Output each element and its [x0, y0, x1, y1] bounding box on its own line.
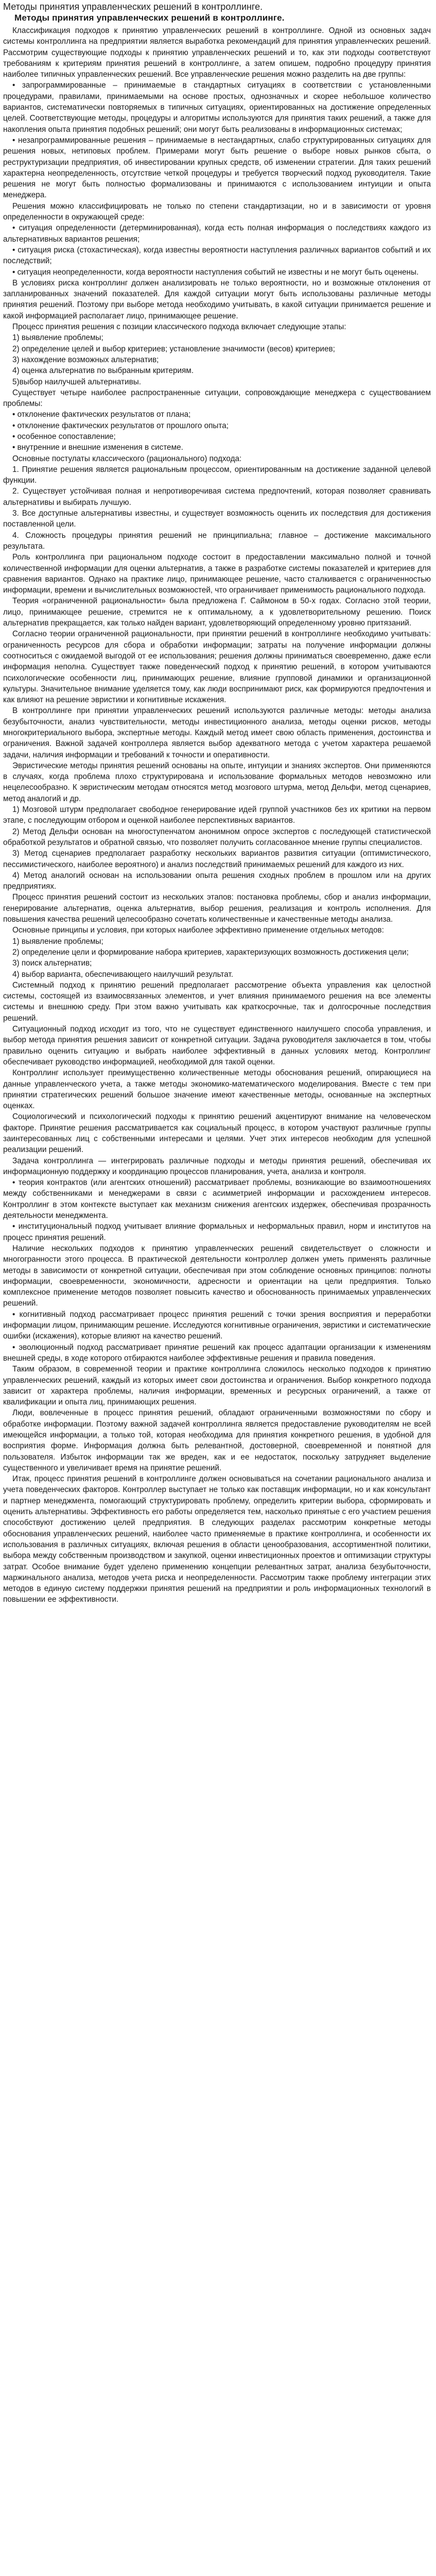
paragraph: Процесс принятия решения с позиции классического подхода включает следующие этапы: — [12, 323, 346, 332]
paragraph: 1) выявление проблемы; — [12, 333, 103, 343]
paragraph: Ситуационный подход исходит из того, что не существует единственного наилучшего способа управления, и выбор метода принятия решения зависит от конкретной ситуации. Задача руководителя заключается в том, чтобы правильно оценить ситуацию и выбрать наиболее эффективный в данных условиях метод. Контроллинг обеспечивает руководство информацией, необходимой для такой оценки. — [3, 1025, 431, 1066]
paragraph: • эволюционный подход рассматривает принятие решений как процесс адаптации организации к изменениям внешней среды, в ходе которого отбираются наиболее эффективные решения и правила поведения. — [3, 1343, 431, 1363]
paragraph: Таким образом, в современной теории и практике контроллинга сложилось несколько подходов к принятию управленческих решений, каждый из которых имеет свои достоинства и ограничения. Выбор конкретного подхода зависит от характера проблемы, наличия информации, временных и ресурсных ограничений, а также от квалификации и опыта лиц, принимающих решения. — [3, 1365, 431, 1407]
paragraph: Основные постулаты классического (рационального) подхода: — [12, 454, 242, 463]
paragraph: 2. Существует устойчивая полная и непротиворечивая система предпочтений, которая позволяет сравнивать альтернативы и выбирать лучшую. — [3, 487, 431, 507]
paragraph: Задача контроллинга — интегрировать различные подходы и методы принятия решений, обеспечивая их информационную поддержку и координацию процессов планирования, учета, анализа и контроля. — [3, 1156, 431, 1176]
paragraph: 3) Метод сценариев предполагает разработку нескольких вариантов развития ситуации (оптимистического, пессимистического, наиболее вероятного) и анализ последствий принимаемых решений для каждого из них. — [3, 849, 431, 869]
paragraph: 4) выбор варианта, обеспечивающего наилучший результат. — [12, 970, 233, 979]
paragraph: • ситуация риска (стохастическая), когда известны вероятности наступления различных вариантов событий и их последствий; — [3, 245, 431, 266]
paragraph: 4. Сложность процедуры принятия решений не принципиальна; главное – достижение максимального результата. — [3, 531, 431, 551]
paragraph: 3) поиск альтернатив; — [12, 959, 92, 968]
paragraph: Согласно теории ограниченной рациональности, при принятии решений в контроллинге необходимо учитывать: ограниченность ресурсов для сбора и обработки информации; затраты на получение информации должны соотноситься с ожидаемой выгодой от ее использования; решения должны приниматься своевременно, даже если информация неполна. Существует также поведенческий подход к принятию решений, в котором учитываются психологические особенности лиц, принимающих решение, влияние групповой динамики и организационной культуры. Значительное внимание уделяется тому, как люди воспринимают риск, как формируются предпочтения и как влияют на решение эвристики и когнитивные искажения. — [3, 630, 431, 705]
paragraph: Люди, вовлеченные в процесс принятия решений, обладают ограниченными возможностями по сбору и обработке информации. Поэтому важной задачей контроллинга является предоставление руководителям не всей имеющейся информации, а только той, которая необходима для принятия конкретного решения, в удобной для восприятия форме. Информация должна быть релевантной, достоверной, своевременной и понятной для пользователя. Избыток информации так же вреден, как и ее недостаток, поскольку затрудняет выделение существенного и увеличивает время на принятие решений. — [3, 1409, 431, 1472]
paragraph: Классификация подходов к принятию управленческих решений в контроллинге. Одной из основных задач системы контроллинга на предприятии является выработка рекомендаций для принятия управленческих решений. Рассмотрим существующие подходы к принятию управленческих решений и то, как эти подходы соответствуют требованиям к критериям принятия решений в контроллинге, а затем опишем, подробно процедуру принятия наиболее типичных управленческих решений. Все управленческие решения можно разделить на две группы: — [3, 26, 431, 79]
document-subtitle: Методы принятия управленческих решений в контроллинге. — [14, 13, 285, 23]
paragraph: • незапрограммированные решения – принимаемые в нестандартных, слабо структурированных ситуациях для решения новых, нетиповых проблем. Примерами могут быть решение о выборе новых рынков сбыта, о реструктуризации предприятия, об инвестировании крупных средств, об изменении стратегии. Для таких решений характерна неопределенность, отсутствие четкой процедуры и требуется творческий подход руководителя. Такие решения не могут быть полностью формализованы и принимаются с использованием интуиции и опыта менеджера. — [3, 135, 431, 200]
paragraph: • ситуация неопределенности, когда вероятности наступления событий не известны и не могут быть оценены. — [12, 267, 419, 277]
paragraph: 1) Мозговой штурм предполагает свободное генерирование идей группой участников без их критики на первом этапе, с последующим отбором и оценкой наиболее перспективных вариантов. — [3, 805, 431, 825]
paragraph: Эвристические методы принятия решений основаны на опыте, интуиции и знаниях экспертов. Они применяются в случаях, когда проблема плохо структурирована и использование формальных методов невозможно или нецелесообразно. К эвристическим методам относятся метод мозгового штурма, метод Дельфи, метод сценариев, метод аналогий и др. — [3, 761, 431, 803]
paragraph: 2) определение цели и формирование набора критериев, характеризующих возможность достижения цели; — [12, 947, 409, 957]
paragraph: Основные принципы и условия, при которых наиболее эффективно применение отдельных методов: — [12, 926, 384, 935]
paragraph: Процесс принятия решений состоит из нескольких этапов: постановка проблемы, сбор и анализ информации, генерирование альтернатив, оценка альтернатив, выбор решения, реализация и контроль исполнения. Для повышения качества решений целесообразно сочетать количественные и качественные методы анализа. — [3, 893, 431, 924]
paragraph: Теория «ограниченной рациональности» была предложена Г. Саймоном в 50-х годах. Согласно этой теории, лицо, принимающее решение, стремится не к оптимальному, а к удовлетворительному решению. Поиск альтернатив прекращается, как только найден вариант, удовлетворяющий определенному уровню притязаний. — [3, 597, 431, 628]
paragraph: 3) нахождение возможных альтернатив; — [12, 355, 159, 364]
paragraph: Роль контроллинга при рациональном подходе состоит в предоставлении максимально полной и точной количественной информации для оценки альтернатив, а также в разработке системы показателей и критериев для сравнения вариантов. Однако на практике лицо, принимающее решение, часто сталкивается с ограниченностью информации, времени и вычислительных возможностей, что ограничивает применимость рационального подхода. — [3, 553, 431, 595]
paragraph: Итак, процесс принятия решений в контроллинге должен основываться на сочетании рационального анализа и учета поведенческих факторов. Контроллер выступает не только как поставщик информации, но и как консультант и партнер менеджмента, помогающий структурировать проблему, определить критерии выбора, сформировать и оценить альтернативы. Эффективность его работы определяется тем, насколько принятые с его участием решения способствуют достижению целей предприятия. В следующих разделах рассмотрим конкретные методы обоснования управленческих решений, наиболее часто применяемые в практике контроллинга, и особенности их использования в различных ситуациях, включая решения в области ценообразования, ассортиментной политики, выбора между собственным производством и закупкой, оценки инвестиционных проектов и оптимизации структуры затрат. Особое внимание будет уделено применению концепции релевантных затрат, анализа безубыточности, маржинального анализа, методов учета риска и неопределенности. Рассмотрим также проблему интеграции этих методов в единую систему поддержки принятия решений на предприятии и роль информационных технологий в повышении ее эффективности. — [3, 1475, 431, 1604]
document-title: Методы принятия управленческих решений в контроллинге. — [3, 2, 263, 12]
paragraph: 5)выбор наилучшей альтернативы. — [12, 377, 141, 386]
paragraph: • отклонение фактических результатов от плана; — [12, 410, 191, 419]
paragraph: Существует четыре наиболее распространенные ситуации, сопровождающие менеджера с существованием проблемы: — [3, 388, 431, 409]
paragraph: • запрограммированные – принимаемые в стандартных ситуациях в соответствии с установленными процедурами, правилами, принимаемыми на основе простых, однозначных и скорее небольшое количество вариантов, систематически повторяемых в типичных ситуациях, ориентированных на достижение определенных целей. Соответствующие методы, процедуры и алгоритмы используются для принятия таких решений, а также для накопления опыта принятия подобных решений; они могут быть реализованы в информационных системах; — [3, 81, 431, 134]
paragraph: • теория контрактов (или агентских отношений) рассматривает проблемы, возникающие во взаимоотношениях между собственниками и менеджерами в связи с асимметрией информации и расхождением интересов. Контроллинг в этом контексте выступает как механизм снижения агентских издержек, обеспечивая прозрачность деятельности менеджмента. — [3, 1178, 431, 1221]
paragraph: • отклонение фактических результатов от прошлого опыта; — [12, 421, 229, 430]
paragraph: • когнитивный подход рассматривает процесс принятия решений с точки зрения восприятия и переработки информации лицом, принимающим решение. Исследуются когнитивные ограничения, эвристики и систематические ошибки (искажения), которые влияют на качество решений. — [3, 1310, 431, 1341]
paragraph: В контроллинге при принятии управленческих решений используются различные методы: методы анализа безубыточности, анализ чувствительности, методы инвестиционного анализа, методы оценки рисков, методы многокритериального выбора, экспертные методы. Каждый метод имеет свою область применения, достоинства и ограничения. Важной задачей контроллера является выбор адекватного метода с учетом характера решаемой задачи, наличия информации и требований к точности и оперативности. — [3, 706, 431, 759]
paragraph: • институциональный подход учитывает влияние формальных и неформальных правил, норм и институтов на процесс принятия решений. — [3, 1222, 431, 1242]
paragraph: 4) Метод аналогий основан на использовании опыта решения сходных проблем в прошлом или на других предприятиях. — [3, 871, 431, 891]
paragraph: В условиях риска контроллинг должен анализировать не только вероятности, но и возможные отклонения от запланированных значений показателей. Для каждой ситуации могут быть использованы различные методы принятия решений. Поэтому при выборе метода необходимо учитывать, в какой ситуации принимается решение и какой информацией располагает лицо, принимающее решение. — [3, 278, 431, 320]
paragraph: Наличие нескольких подходов к принятию управленческих решений свидетельствует о сложности и многогранности этого процесса. В практической деятельности контроллер должен уметь применять различные методы в зависимости от конкретной ситуации, обеспечивая при этом соблюдение основных принципов: полноты информации, своевременности, экономичности, адресности и ориентации на цели предприятия. Только комплексное применение методов позволяет повысить качество и обоснованность принимаемых управленческих решений. — [3, 1244, 431, 1308]
paragraph: 3. Все доступные альтернативы известны, и существует возможность оценить их последствия для достижения поставленной цели. — [3, 509, 431, 529]
paragraph: 2) Метод Дельфи основан на многоступенчатом анонимном опросе экспертов с последующей статистической обработкой результатов и обратной связью, что позволяет получить согласованное мнение группы специалистов. — [3, 827, 431, 847]
paragraph: • ситуация определенности (детерминированная), когда есть полная информация о последствиях каждого из альтернативных вариантов решения; — [3, 224, 431, 244]
paragraph: Системный подход к принятию решений предполагает рассмотрение объекта управления как целостной системы, состоящей из взаимосвязанных элементов, и учет влияния принимаемого решения на все элементы системы и внешнюю среду. При этом важно учитывать как краткосрочные, так и долгосрочные последствия решений. — [3, 980, 431, 1023]
paragraph: 1. Принятие решения является рациональным процессом, ориентированным на достижение заданной целевой функции. — [3, 465, 431, 485]
document-body — [3, 25, 431, 1605]
paragraph: 2) определение целей и выбор критериев; установление значимости (весов) критериев; — [12, 344, 335, 353]
paragraph: • особенное сопоставление; — [12, 432, 116, 441]
paragraph: 4) оценка альтернатив по выбранным критериям. — [12, 366, 194, 376]
paragraph: Социологический и психологический подходы к принятию решений акцентируют внимание на человеческом факторе. Принятие решения рассматривается как социальный процесс, в котором участвуют различные группы заинтересованных лиц с собственными интересами и целями. Учет этих интересов необходим для успешной реализации решений. — [3, 1112, 431, 1155]
paragraph: • внутренние и внешние изменения в системе. — [12, 443, 183, 452]
paragraph: 1) выявление проблемы; — [12, 937, 103, 946]
paragraph: Контроллинг использует преимущественно количественные методы обоснования решений, опирающиеся на данные управленческого учета, а также методы экономико-математического моделирования. Вместе с тем при принятии стратегических решений большое значение имеют качественные методы, основанные на экспертных оценках. — [3, 1069, 431, 1111]
paragraph: Решения можно классифицировать не только по степени стандартизации, но и в зависимости от уровня определенности в окружающей среде: — [3, 201, 431, 222]
